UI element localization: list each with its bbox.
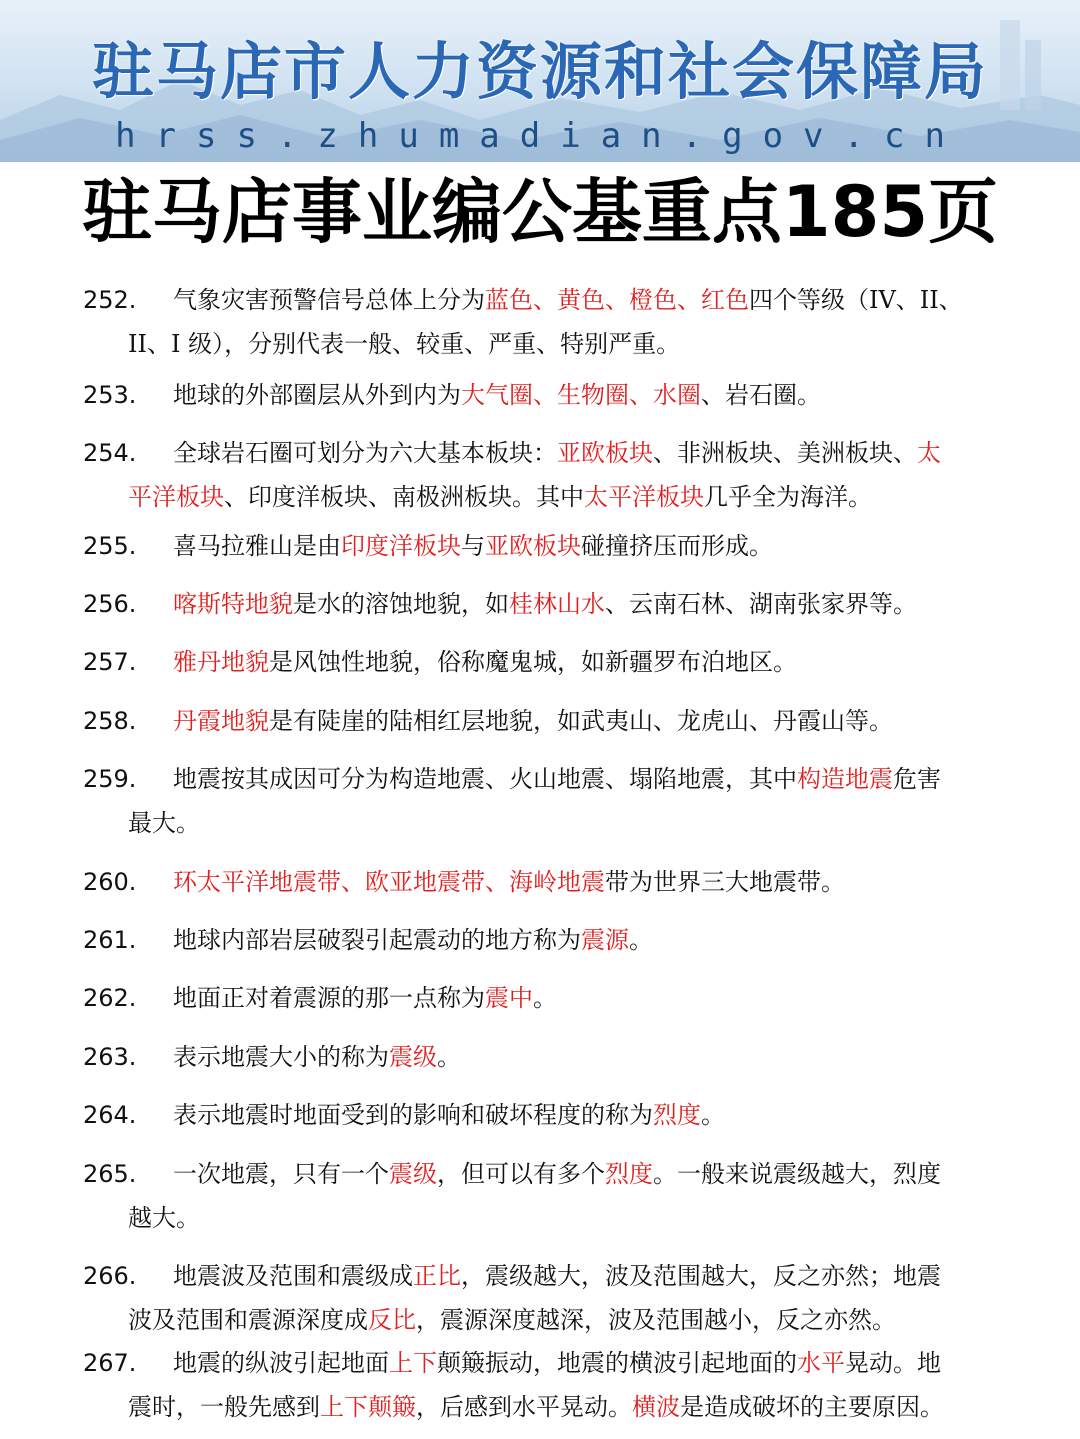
item-number: 259. [83,765,137,793]
highlight-text: 环太平洋地震带、欧亚地震带、海岭地震 [173,868,605,896]
body-text: 。 [629,926,653,954]
highlight-text: 构造地震 [797,765,893,793]
list-item [83,1152,973,1240]
list-item-line [83,431,973,475]
highlight-text: 丹霞地貌 [173,707,269,735]
body-text: 是水的溶蚀地貌，如 [293,590,509,618]
list-item [83,1254,973,1342]
list-item-line [83,1196,973,1240]
list-item-line [83,373,973,417]
body-text: 最大。 [128,809,200,837]
body-text: 地震的纵波引起地面 [173,1349,389,1377]
list-item-line [83,860,973,904]
highlight-text: 喀斯特地貌 [173,590,293,618]
body-text: 是造成破坏的主要原因。 [680,1393,944,1421]
item-number: 254. [83,439,137,467]
body-text: ，后感到水平晃动。 [416,1393,632,1421]
list-item [83,699,973,743]
highlight-text: 大气圈、生物圈、水圈 [461,381,701,409]
item-number: 261. [83,926,137,954]
highlight-text: 震中 [485,984,533,1012]
item-number: 253. [83,381,137,409]
list-item-line [83,582,973,626]
body-text: ，但可以有多个 [437,1160,605,1188]
body-text: 气象灾害预警信号总体上分为 [173,286,485,314]
body-text: 、云南石林、湖南张家界等。 [605,590,917,618]
list-item [83,860,973,904]
highlight-text: 雅丹地貌 [173,648,269,676]
header-banner [0,0,1080,162]
body-text: 四个等级（IV、II、 [749,286,963,314]
body-text: ，震源深度越深，波及范围越小，反之亦然。 [416,1306,896,1334]
list-item-line [83,1254,973,1298]
item-number: 263. [83,1043,137,1071]
list-item-line [83,1093,973,1137]
highlight-text: 震源 [581,926,629,954]
highlight-text: 水平 [797,1349,845,1377]
list-item [83,431,973,519]
highlight-text: 桂林山水 [509,590,605,618]
list-item [83,278,973,366]
list-item-line [83,1152,973,1196]
item-number: 260. [83,868,137,896]
highlight-text: 烈度 [653,1101,701,1129]
item-number: 256. [83,590,137,618]
list-item [83,373,973,417]
body-text: 。 [533,984,557,1012]
body-text: 震时，一般先感到 [128,1393,320,1421]
highlight-text: 烈度 [605,1160,653,1188]
list-item-line [83,1341,973,1385]
list-item [83,757,973,845]
list-item-line [83,918,973,962]
body-text: 地面正对着震源的那一点称为 [173,984,485,1012]
list-item-line [83,640,973,684]
body-text: 一次地震，只有一个 [173,1160,389,1188]
body-text: 表示地震时地面受到的影响和破坏程度的称为 [173,1101,653,1129]
highlight-text: 震级 [389,1043,437,1071]
item-number: 266. [83,1262,137,1290]
list-item [83,524,973,568]
highlight-text: 亚欧板块 [485,532,581,560]
list-item-line [83,976,973,1020]
list-item [83,640,973,684]
banner-url[interactable]: hrss.zhumadian.gov.cn [115,116,965,156]
item-number: 252. [83,286,137,314]
list-item [83,1341,973,1429]
body-text: 、非洲板块、美洲板块、 [653,439,917,467]
body-text: 地震按其成因可分为构造地震、火山地震、塌陷地震，其中 [173,765,797,793]
list-item-line [83,757,973,801]
item-number: 258. [83,707,137,735]
highlight-text: 反比 [368,1306,416,1334]
highlight-text: 太 [917,439,941,467]
highlight-text: 上下颠簸 [320,1393,416,1421]
item-number: 264. [83,1101,137,1129]
body-text: 。 [437,1043,461,1071]
body-text: 是有陡崖的陆相红层地貌，如武夷山、龙虎山、丹霞山等。 [269,707,893,735]
list-item [83,1035,973,1079]
highlight-text: 正比 [413,1262,461,1290]
highlight-text: 太平洋板块 [584,483,704,511]
body-text: 、印度洋板块、南极洲板块。其中 [224,483,584,511]
body-text: 。 [701,1101,725,1129]
list-item [83,976,973,1020]
item-number: 262. [83,984,137,1012]
highlight-text: 平洋板块 [128,483,224,511]
list-item-line [83,1035,973,1079]
body-text: ，震级越大，波及范围越大，反之亦然；地震 [461,1262,941,1290]
list-item [83,582,973,626]
body-text: 晃动。地 [845,1349,941,1377]
body-text: 与 [461,532,485,560]
body-text: 越大。 [128,1204,200,1232]
highlight-text: 亚欧板块 [557,439,653,467]
list-item-line [83,1298,973,1342]
list-item-line [83,1385,973,1429]
body-text: 带为世界三大地震带。 [605,868,845,896]
list-item-line [83,322,973,366]
banner-title: 驻马店市人力资源和社会保障局 [91,35,988,108]
highlight-text: 震级 [389,1160,437,1188]
body-text: 全球岩石圈可划分为六大基本板块： [173,439,557,467]
body-text: 表示地震大小的称为 [173,1043,389,1071]
item-number: 257. [83,648,137,676]
body-text: 地震波及范围和震级成 [173,1262,413,1290]
list-item-line [83,524,973,568]
body-text: 地球内部岩层破裂引起震动的地方称为 [173,926,581,954]
page-title: 驻马店事业编公基重点185页 [81,171,999,253]
list-item-line [83,801,973,845]
body-text: 几乎全为海洋。 [704,483,872,511]
body-text: 颠簸振动，地震的横波引起地面的 [437,1349,797,1377]
body-text: 是风蚀性地貌，俗称魔鬼城，如新疆罗布泊地区。 [269,648,797,676]
item-number: 265. [83,1160,137,1188]
list-item-line [83,699,973,743]
highlight-text: 横波 [632,1393,680,1421]
body-text: 、岩石圈。 [701,381,821,409]
highlight-text: 印度洋板块 [341,532,461,560]
body-text: 危害 [893,765,941,793]
list-item [83,918,973,962]
highlight-text: 蓝色、黄色、橙色、红色 [485,286,749,314]
item-number: 255. [83,532,137,560]
body-text: 地球的外部圈层从外到内为 [173,381,461,409]
list-item [83,1093,973,1137]
body-text: 。一般来说震级越大，烈度 [653,1160,941,1188]
list-item-line [83,475,973,519]
body-text: 碰撞挤压而形成。 [581,532,773,560]
highlight-text: 上下 [389,1349,437,1377]
body-text: 喜马拉雅山是由 [173,532,341,560]
body-text: 波及范围和震源深度成 [128,1306,368,1334]
list-item-line [83,278,973,322]
item-number: 267. [83,1349,137,1377]
body-text: II、I 级），分别代表一般、较重、严重、特别严重。 [128,330,681,358]
